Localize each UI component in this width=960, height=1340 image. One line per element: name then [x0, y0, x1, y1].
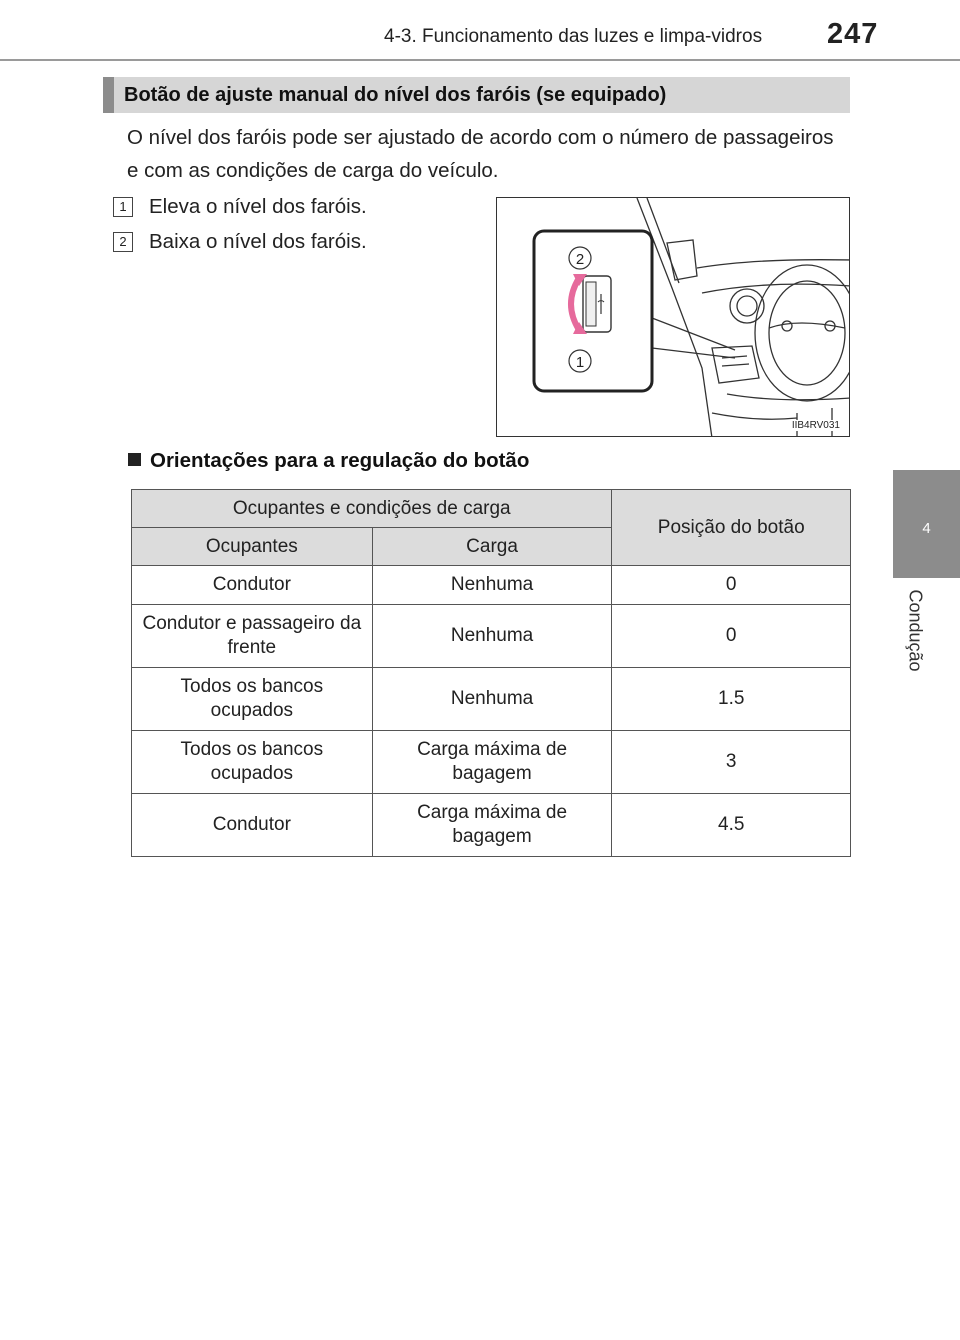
section-title-bar	[103, 77, 850, 113]
load-cell: Nenhuma	[372, 566, 612, 605]
step-number-badge: 2	[113, 232, 133, 252]
occupants-cell: Condutor	[132, 566, 373, 605]
step-text: Eleva o nível dos faróis.	[149, 195, 367, 218]
load-cell: Carga máxima de bagagem	[372, 731, 612, 794]
table-group-header: Ocupantes e condições de carga	[132, 490, 612, 528]
figure-code: IIB4RV031	[789, 420, 843, 431]
step-number-badge: 1	[113, 197, 133, 217]
section-title: Botão de ajuste manual do nível dos faróis (se equipado)	[124, 84, 667, 106]
guidelines-heading-text: Orientações para a regulação do botão	[150, 449, 530, 472]
square-bullet-icon	[128, 453, 141, 466]
occupants-cell: Condutor	[132, 794, 373, 857]
position-cell: 1.5	[612, 668, 851, 731]
step-text: Baixa o nível dos faróis.	[149, 230, 367, 253]
table-row	[132, 605, 851, 668]
position-cell: 0	[612, 566, 851, 605]
dashboard-line-drawing	[497, 198, 850, 437]
chapter-tab-label: Condução	[905, 589, 926, 672]
load-cell: Nenhuma	[372, 668, 612, 731]
table-row	[132, 731, 851, 794]
dashboard-illustration	[496, 197, 850, 437]
position-cell: 0	[612, 605, 851, 668]
header-divider	[0, 59, 960, 61]
table-load-header: Carga	[372, 528, 612, 566]
load-cell: Nenhuma	[372, 605, 612, 668]
guidelines-heading	[128, 449, 529, 473]
table-row	[132, 668, 851, 731]
chapter-tab	[893, 470, 960, 578]
intro-paragraph: O nível dos faróis pode ser ajustado de acordo com o número de passageiros e com as condições de carga do veículo.	[127, 126, 834, 182]
table-row	[132, 794, 851, 857]
table-occupants-header: Ocupantes	[132, 528, 373, 566]
load-cell: Carga máxima de bagagem	[372, 794, 612, 857]
occupants-cell: Todos os bancos ocupados	[132, 731, 373, 794]
table-position-header: Posição do botão	[612, 490, 851, 566]
adjustment-guidelines-table	[131, 489, 851, 857]
table-row	[132, 566, 851, 605]
chapter-tab-number: 4	[922, 520, 931, 537]
callout-2-label: 2	[575, 251, 585, 268]
occupants-cell: Condutor e passageiro da frente	[132, 605, 373, 668]
position-cell: 4.5	[612, 794, 851, 857]
page-number: 247	[827, 18, 879, 50]
position-cell: 3	[612, 731, 851, 794]
callout-1-label: 1	[575, 354, 585, 371]
chapter-title: 4-3. Funcionamento das luzes e limpa-vidros	[384, 26, 763, 47]
occupants-cell: Todos os bancos ocupados	[132, 668, 373, 731]
